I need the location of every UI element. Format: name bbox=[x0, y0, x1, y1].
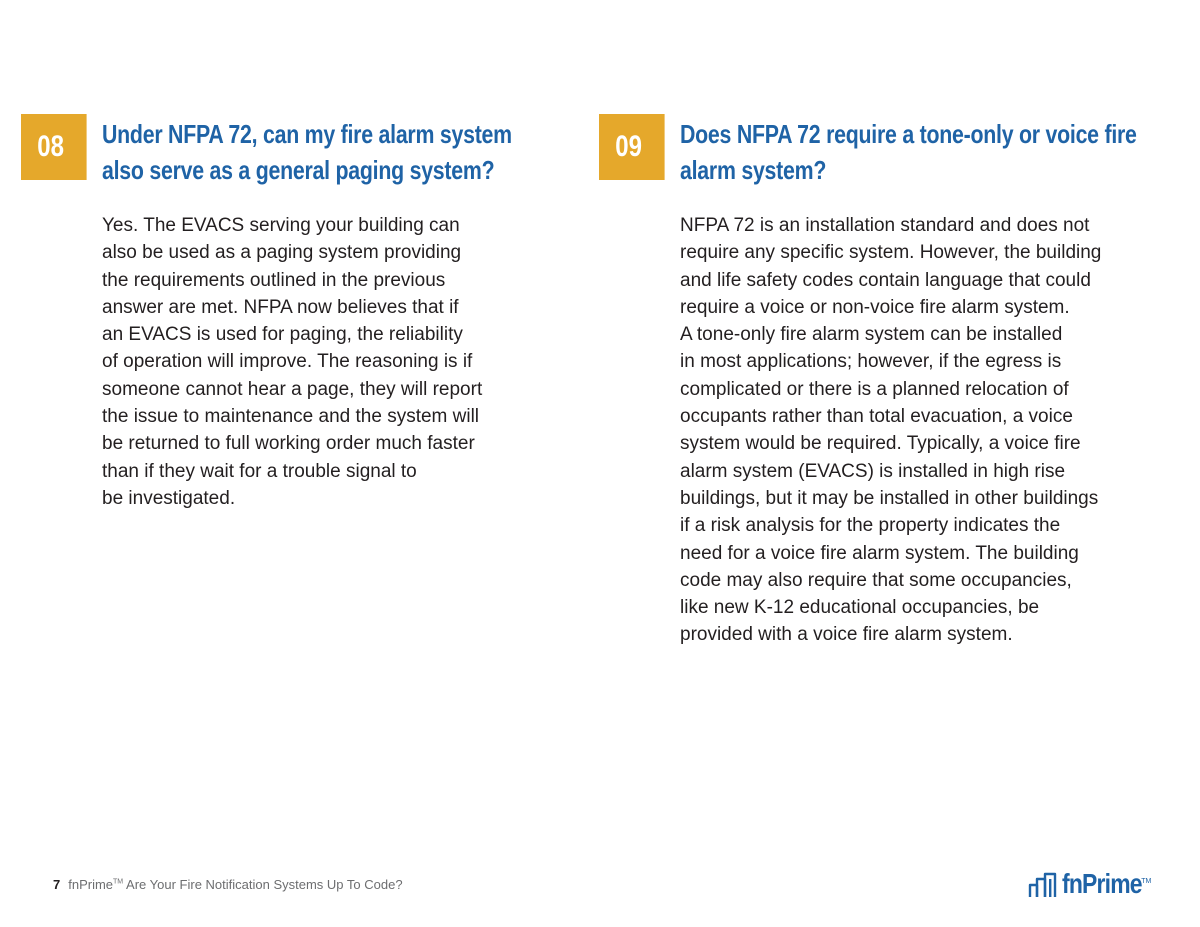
logo-trademark: TM bbox=[1141, 878, 1152, 885]
answer-line: provided with a voice fire alarm system. bbox=[680, 624, 1013, 646]
answer-line: alarm system (EVACS) is installed in high rise bbox=[680, 460, 1066, 482]
answer-line: need for a voice fire alarm system. The building bbox=[680, 542, 1079, 564]
answer-line: of operation will improve. The reasoning is if bbox=[102, 351, 473, 373]
footer-trademark: TM bbox=[113, 878, 124, 886]
building-icon bbox=[1028, 872, 1060, 898]
answer-text bbox=[102, 212, 482, 512]
question-number-badge bbox=[599, 114, 665, 180]
answer-line: and life safety codes contain language that could bbox=[680, 269, 1091, 291]
question-title-line: Under NFPA 72, can my fire alarm system bbox=[102, 119, 512, 149]
answer-line: the issue to maintenance and the system will bbox=[102, 406, 480, 428]
answer-line: like new K-12 educational occupancies, be bbox=[680, 597, 1040, 619]
question-number: 09 bbox=[615, 130, 642, 163]
answer-line: if a risk analysis for the property indicates the bbox=[680, 515, 1061, 537]
answer-line: occupants rather than total evacuation, a voice bbox=[680, 406, 1073, 428]
question-title-line: also serve as a general paging system? bbox=[102, 155, 495, 185]
question-title-line: Does NFPA 72 require a tone-only or voice fire bbox=[680, 119, 1137, 149]
footer-title: Are Your Fire Notification Systems Up To Code? bbox=[126, 877, 403, 892]
answer-line: require a voice or non-voice fire alarm system. bbox=[680, 296, 1070, 318]
answer-line: than if they wait for a trouble signal to bbox=[102, 460, 417, 482]
page-footer bbox=[53, 877, 403, 892]
answer-line: answer are met. NFPA now believes that if bbox=[102, 296, 459, 318]
question-title bbox=[102, 116, 561, 188]
answer-line: require any specific system. However, the building bbox=[680, 242, 1102, 264]
answer-line: the requirements outlined in the previous bbox=[102, 269, 446, 291]
footer-brand: fnPrime bbox=[68, 877, 114, 892]
question-title bbox=[680, 116, 1139, 188]
question-number: 08 bbox=[37, 130, 64, 163]
logo-text: fnPrime bbox=[1062, 868, 1142, 899]
answer-line: an EVACS is used for paging, the reliability bbox=[102, 324, 463, 346]
question-title-line: alarm system? bbox=[680, 155, 827, 185]
page-number: 7 bbox=[53, 877, 61, 892]
answer-text bbox=[680, 212, 1101, 649]
answer-line: in most applications; however, if the egress is bbox=[680, 351, 1062, 373]
answer-line: someone cannot hear a page, they will report bbox=[102, 378, 483, 400]
answer-line: complicated or there is a planned relocation of bbox=[680, 378, 1069, 400]
answer-line: system would be required. Typically, a voice fire bbox=[680, 433, 1081, 455]
fnprime-logo bbox=[1028, 866, 1151, 898]
answer-line: A tone-only fire alarm system can be installed bbox=[680, 324, 1063, 346]
answer-line: be returned to full working order much faster bbox=[102, 433, 475, 455]
answer-line: code may also require that some occupancies, bbox=[680, 569, 1072, 591]
question-number-badge bbox=[21, 114, 87, 180]
answer-line: buildings, but it may be installed in other buildings bbox=[680, 487, 1099, 509]
answer-line: NFPA 72 is an installation standard and does not bbox=[680, 215, 1090, 236]
answer-line: be investigated. bbox=[102, 487, 236, 509]
answer-line: Yes. The EVACS serving your building can bbox=[102, 215, 460, 236]
answer-line: also be used as a paging system providing bbox=[102, 242, 462, 264]
